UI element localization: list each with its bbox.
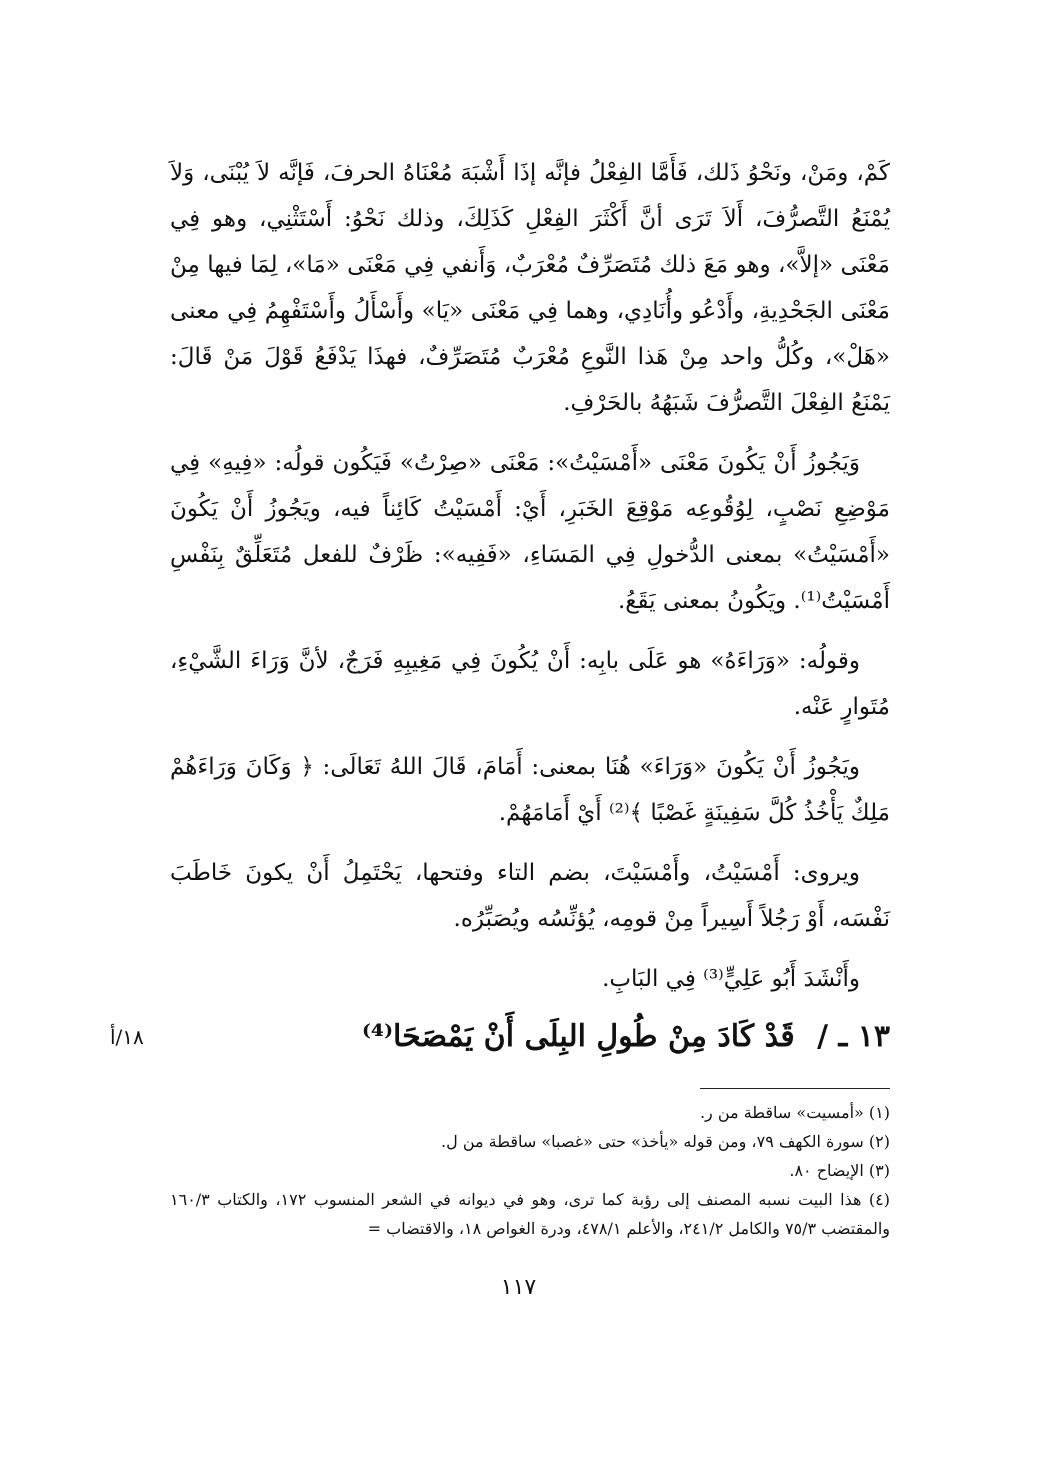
page-number: ١١٧ [500,1275,537,1300]
verse-line [170,1012,890,1062]
footnote-4: (٤) هذا البيت نسبه المصنف إلى رؤبة كما ترى، وهو في ديوانه في الشعر المنسوب ١٧٢، والكتاب ١٦٠/٣ والمقتضب ٧٥/٣ والكامل ٢٤١/٢، والأعلم ٤٧٨/١، ودرة الغواص ١٨، والاقتضاب = [170,1190,891,1238]
footnote-3: (٣) الإيضاح ٨٠. [789,1161,890,1180]
footnote-divider [700,1088,890,1089]
footnotes [170,1098,890,1243]
paragraph-6: وأَنْشَدَ أَبُو عَلِيٍّ⁽³⁾ فِي البَابِ. [602,966,860,992]
verse-number: ١٣ ـ / [817,1019,890,1054]
manuscript-folio-marker: ١٨/أ [110,1025,144,1049]
paragraph-2: وَيَجُوزُ أَنْ يَكُونَ مَعْنَى «أَمْسَيْتُ»: مَعْنَى «صِرْتُ» فَيَكُون قولُه: «فِيهِ» فِي مَوْضِعِ نَصْبٍ، لِوُقُوعِه مَوْقِعَ الخَبَرِ، أَيْ: أَمْسَيْتُ كَائِناً فيه، ويَجُوزُ أَنْ يَكُونَ «أَمْسَيْتُ» بمعنى الدُّخولِ فِي المَسَاءِ، «فَفِيه»: ظَرْفٌ للفعل مُتَعَلِّقٌ بِنَفْسِ أَمْسَيْتُ⁽¹⁾. ويَكُونُ بمعنى يَقَعُ. [170,450,890,614]
paragraph-4: ويَجُوزُ أَنْ يَكُونَ «وَرَاءَ» هُنَا بمعنى: أَمَامَ، قَالَ اللهُ تَعَالَى: ﴿ وَكَانَ وَرَاءَهُمْ مَلِكٌ يَأْخُذُ كُلَّ سَفِينَةٍ غَصْبًا ﴾⁽²⁾ أَيْ أَمَامَهُمْ. [170,754,890,826]
paragraph-3: وقولُه: «وَرَاءَهُ» هو عَلَى بابِه: أَنْ يُكُونَ فِي مَغِيبِهِ فَرَجٌ، لأنَّ وَرَاءَ الشَّيْءِ، مُتَوارٍ عَنْه. [170,648,890,720]
footnote-2: (٢) سورة الكهف ٧٩، ومن قوله «يأخذ» حتى «غصبا» ساقطة من ل. [441,1132,890,1151]
verse-text: قَدْ كَادَ مِنْ طُولِ البِلَى أَنْ يَمْصَحَا⁽⁴⁾ [361,1019,795,1054]
footnote-1: (١) «أمسيت» ساقطة من ر. [699,1103,890,1122]
paragraph-5: ويروى: أَمْسَيْتُ، وأَمْسَيْتَ، بضم التاء وفتحها، يَحْتَمِلُ أَنْ يكونَ خَاطَبَ نَفْسَه، أَوْ رَجُلاً أَسِيراً مِنْ قومِه، يُؤنِّسُه ويُصَبِّرُه. [170,860,890,932]
paragraph-1: كَمْ، ومَنْ، ونَحْوُ ذَلك، فَأَمَّا الفِعْلُ فإنَّه إذَا أَشْبَهَ مُعْنَاهُ الحرفَ، فَإنَّه لاَ يُبْنَى، وَلاَ يُمْنَعُ التَّصرُّفَ، أَلاَ تَرَى أنَّ أَكْثَرَ الفِعْلِ كَذَلِكَ، وذلك نَحْوُ: أَسْتَثْنِي، وهو فِي مَعْنَى «إلاَّ»، وهو مَعَ ذلك مُتَصَرِّفٌ مُعْرَبٌ، وَأَنفي فِي مَعْنَى «مَا»، لِمَا فيها مِنْ مَعْنَى الجَحْدِيةِ، وأَدْعُو وأُنَادِي، وهما فِي مَعْنَى «يَا» وأَسْأَلُ وأَسْتَفْهِمُ فِي معنى «هَلْ»، وكُلُّ واحد مِنْ هَذا النَّوعِ مُعْرَبٌ مُتَصَرِّفٌ، فهذَا يَدْفَعُ قَوْلَ مَنْ قَالَ: يَمْنَعُ الفِعْلَ التَّصرُّفَ شَبَهُهُ بالحَرْفِ. [170,160,890,416]
main-text [170,150,890,1016]
